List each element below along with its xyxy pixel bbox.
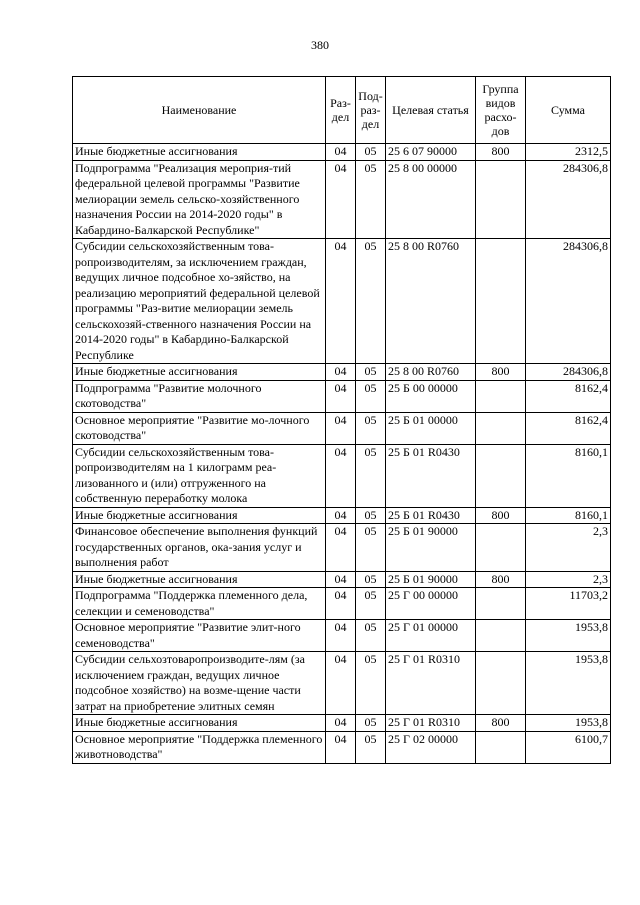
- table-header-row: [73, 77, 611, 144]
- cell-target: 25 Г 01 00000: [386, 620, 476, 652]
- table-body: [73, 144, 611, 764]
- table-row: [73, 731, 611, 763]
- cell-sum: 1953,8: [526, 652, 611, 715]
- cell-subsection: 05: [356, 731, 386, 763]
- header-name: Наименование: [73, 77, 326, 144]
- table-row: [73, 620, 611, 652]
- cell-name: Субсидии сельскохозяйственным това-ропроизводителям, за исключением граждан, ведущих личное подсобное хо-зяйство, на реализацию мероприятий федеральной целевой программы "Раз-витие мелиорации земель сельскохозяй-ственного назначения России на 2014-2020 годы" в Кабардино-Балкарской Республике: [73, 239, 326, 364]
- cell-name: Подпрограмма "Поддержка племенного дела, селекции и семеноводства": [73, 588, 326, 620]
- cell-target: 25 8 00 00000: [386, 160, 476, 239]
- page-number: 380: [311, 38, 329, 52]
- cell-group: [476, 160, 526, 239]
- cell-group: [476, 239, 526, 364]
- cell-sum: 8162,4: [526, 412, 611, 444]
- cell-sum: 284306,8: [526, 364, 611, 381]
- cell-section: 04: [326, 380, 356, 412]
- cell-subsection: 05: [356, 620, 386, 652]
- cell-subsection: 05: [356, 380, 386, 412]
- cell-target: 25 Б 00 00000: [386, 380, 476, 412]
- cell-sum: 2,3: [526, 524, 611, 572]
- table-row: [73, 364, 611, 381]
- cell-subsection: 05: [356, 239, 386, 364]
- cell-target: 25 Г 01 R0310: [386, 715, 476, 732]
- table-row: [73, 144, 611, 161]
- cell-name: Иные бюджетные ассигнования: [73, 144, 326, 161]
- cell-target: 25 8 00 R0760: [386, 239, 476, 364]
- cell-sum: 11703,2: [526, 588, 611, 620]
- cell-target: 25 Г 02 00000: [386, 731, 476, 763]
- table-row: [73, 444, 611, 507]
- cell-name: Иные бюджетные ассигнования: [73, 715, 326, 732]
- cell-name: Иные бюджетные ассигнования: [73, 507, 326, 524]
- table-row: [73, 380, 611, 412]
- cell-group: [476, 524, 526, 572]
- cell-section: 04: [326, 364, 356, 381]
- cell-name: Субсидии сельхозтоваропроизводите-лям (за исключением граждан, ведущих личное подсобное хозяйство) на возме-щение части затрат на приобретение элитных семян: [73, 652, 326, 715]
- cell-section: 04: [326, 524, 356, 572]
- cell-name: Иные бюджетные ассигнования: [73, 571, 326, 588]
- table-row: [73, 571, 611, 588]
- cell-group: [476, 731, 526, 763]
- cell-section: 04: [326, 571, 356, 588]
- cell-section: 04: [326, 731, 356, 763]
- table-row: [73, 239, 611, 364]
- cell-subsection: 05: [356, 571, 386, 588]
- table-row: [73, 588, 611, 620]
- table-row: [73, 652, 611, 715]
- cell-target: 25 Б 01 R0430: [386, 507, 476, 524]
- cell-subsection: 05: [356, 715, 386, 732]
- cell-section: 04: [326, 507, 356, 524]
- cell-group: [476, 652, 526, 715]
- cell-sum: 8160,1: [526, 507, 611, 524]
- cell-subsection: 05: [356, 412, 386, 444]
- cell-name: Основное мероприятие "Развитие элит-ного семеноводства": [73, 620, 326, 652]
- table-row: [73, 715, 611, 732]
- cell-subsection: 05: [356, 524, 386, 572]
- cell-subsection: 05: [356, 507, 386, 524]
- cell-subsection: 05: [356, 652, 386, 715]
- header-section: Раз-дел: [326, 77, 356, 144]
- cell-sum: 1953,8: [526, 620, 611, 652]
- cell-sum: 1953,8: [526, 715, 611, 732]
- cell-section: 04: [326, 144, 356, 161]
- cell-group: 800: [476, 715, 526, 732]
- cell-name: Иные бюджетные ассигнования: [73, 364, 326, 381]
- cell-target: 25 Б 01 R0430: [386, 444, 476, 507]
- table-row: [73, 412, 611, 444]
- table-row: [73, 160, 611, 239]
- cell-group: [476, 412, 526, 444]
- cell-sum: 6100,7: [526, 731, 611, 763]
- cell-sum: 284306,8: [526, 239, 611, 364]
- cell-section: 04: [326, 412, 356, 444]
- cell-sum: 284306,8: [526, 160, 611, 239]
- cell-section: 04: [326, 444, 356, 507]
- budget-table: [72, 76, 611, 764]
- cell-section: 04: [326, 160, 356, 239]
- cell-section: 04: [326, 620, 356, 652]
- cell-target: 25 Б 01 90000: [386, 571, 476, 588]
- cell-name: Субсидии сельскохозяйственным това-ропроизводителям на 1 килограмм реа-лизованного и (или) отгруженного на собственную переработку молока: [73, 444, 326, 507]
- cell-name: Подпрограмма "Развитие молочного скотоводства": [73, 380, 326, 412]
- table-row: [73, 507, 611, 524]
- cell-section: 04: [326, 652, 356, 715]
- cell-sum: 2,3: [526, 571, 611, 588]
- cell-group: 800: [476, 507, 526, 524]
- cell-name: Основное мероприятие "Развитие мо-лочного скотоводства": [73, 412, 326, 444]
- cell-name: Подпрограмма "Реализация мероприя-тий федеральной целевой программы "Развитие мелиорации земель сельско-хозяйственного назначения России на 2014-2020 годы" в Кабардино-Балкарской Республике": [73, 160, 326, 239]
- header-target: Целевая статья: [386, 77, 476, 144]
- cell-target: 25 Г 01 R0310: [386, 652, 476, 715]
- header-group: Группа видов расхо-дов: [476, 77, 526, 144]
- cell-group: 800: [476, 571, 526, 588]
- cell-name: Финансовое обеспечение выполнения функций государственных органов, ока-зания услуг и выполнения работ: [73, 524, 326, 572]
- cell-subsection: 05: [356, 588, 386, 620]
- cell-group: 800: [476, 364, 526, 381]
- cell-target: 25 8 00 R0760: [386, 364, 476, 381]
- header-subsection: Под-раз-дел: [356, 77, 386, 144]
- cell-group: 800: [476, 144, 526, 161]
- cell-section: 04: [326, 588, 356, 620]
- cell-sum: 8162,4: [526, 380, 611, 412]
- table-row: [73, 524, 611, 572]
- cell-target: 25 6 07 90000: [386, 144, 476, 161]
- header-sum: Сумма: [526, 77, 611, 144]
- cell-group: [476, 620, 526, 652]
- cell-target: 25 Б 01 90000: [386, 524, 476, 572]
- cell-subsection: 05: [356, 160, 386, 239]
- cell-section: 04: [326, 239, 356, 364]
- cell-target: 25 Б 01 00000: [386, 412, 476, 444]
- cell-subsection: 05: [356, 144, 386, 161]
- cell-section: 04: [326, 715, 356, 732]
- cell-subsection: 05: [356, 364, 386, 381]
- cell-group: [476, 444, 526, 507]
- cell-subsection: 05: [356, 444, 386, 507]
- cell-name: Основное мероприятие "Поддержка племенного животноводства": [73, 731, 326, 763]
- cell-sum: 2312,5: [526, 144, 611, 161]
- cell-target: 25 Г 00 00000: [386, 588, 476, 620]
- cell-sum: 8160,1: [526, 444, 611, 507]
- cell-group: [476, 588, 526, 620]
- cell-group: [476, 380, 526, 412]
